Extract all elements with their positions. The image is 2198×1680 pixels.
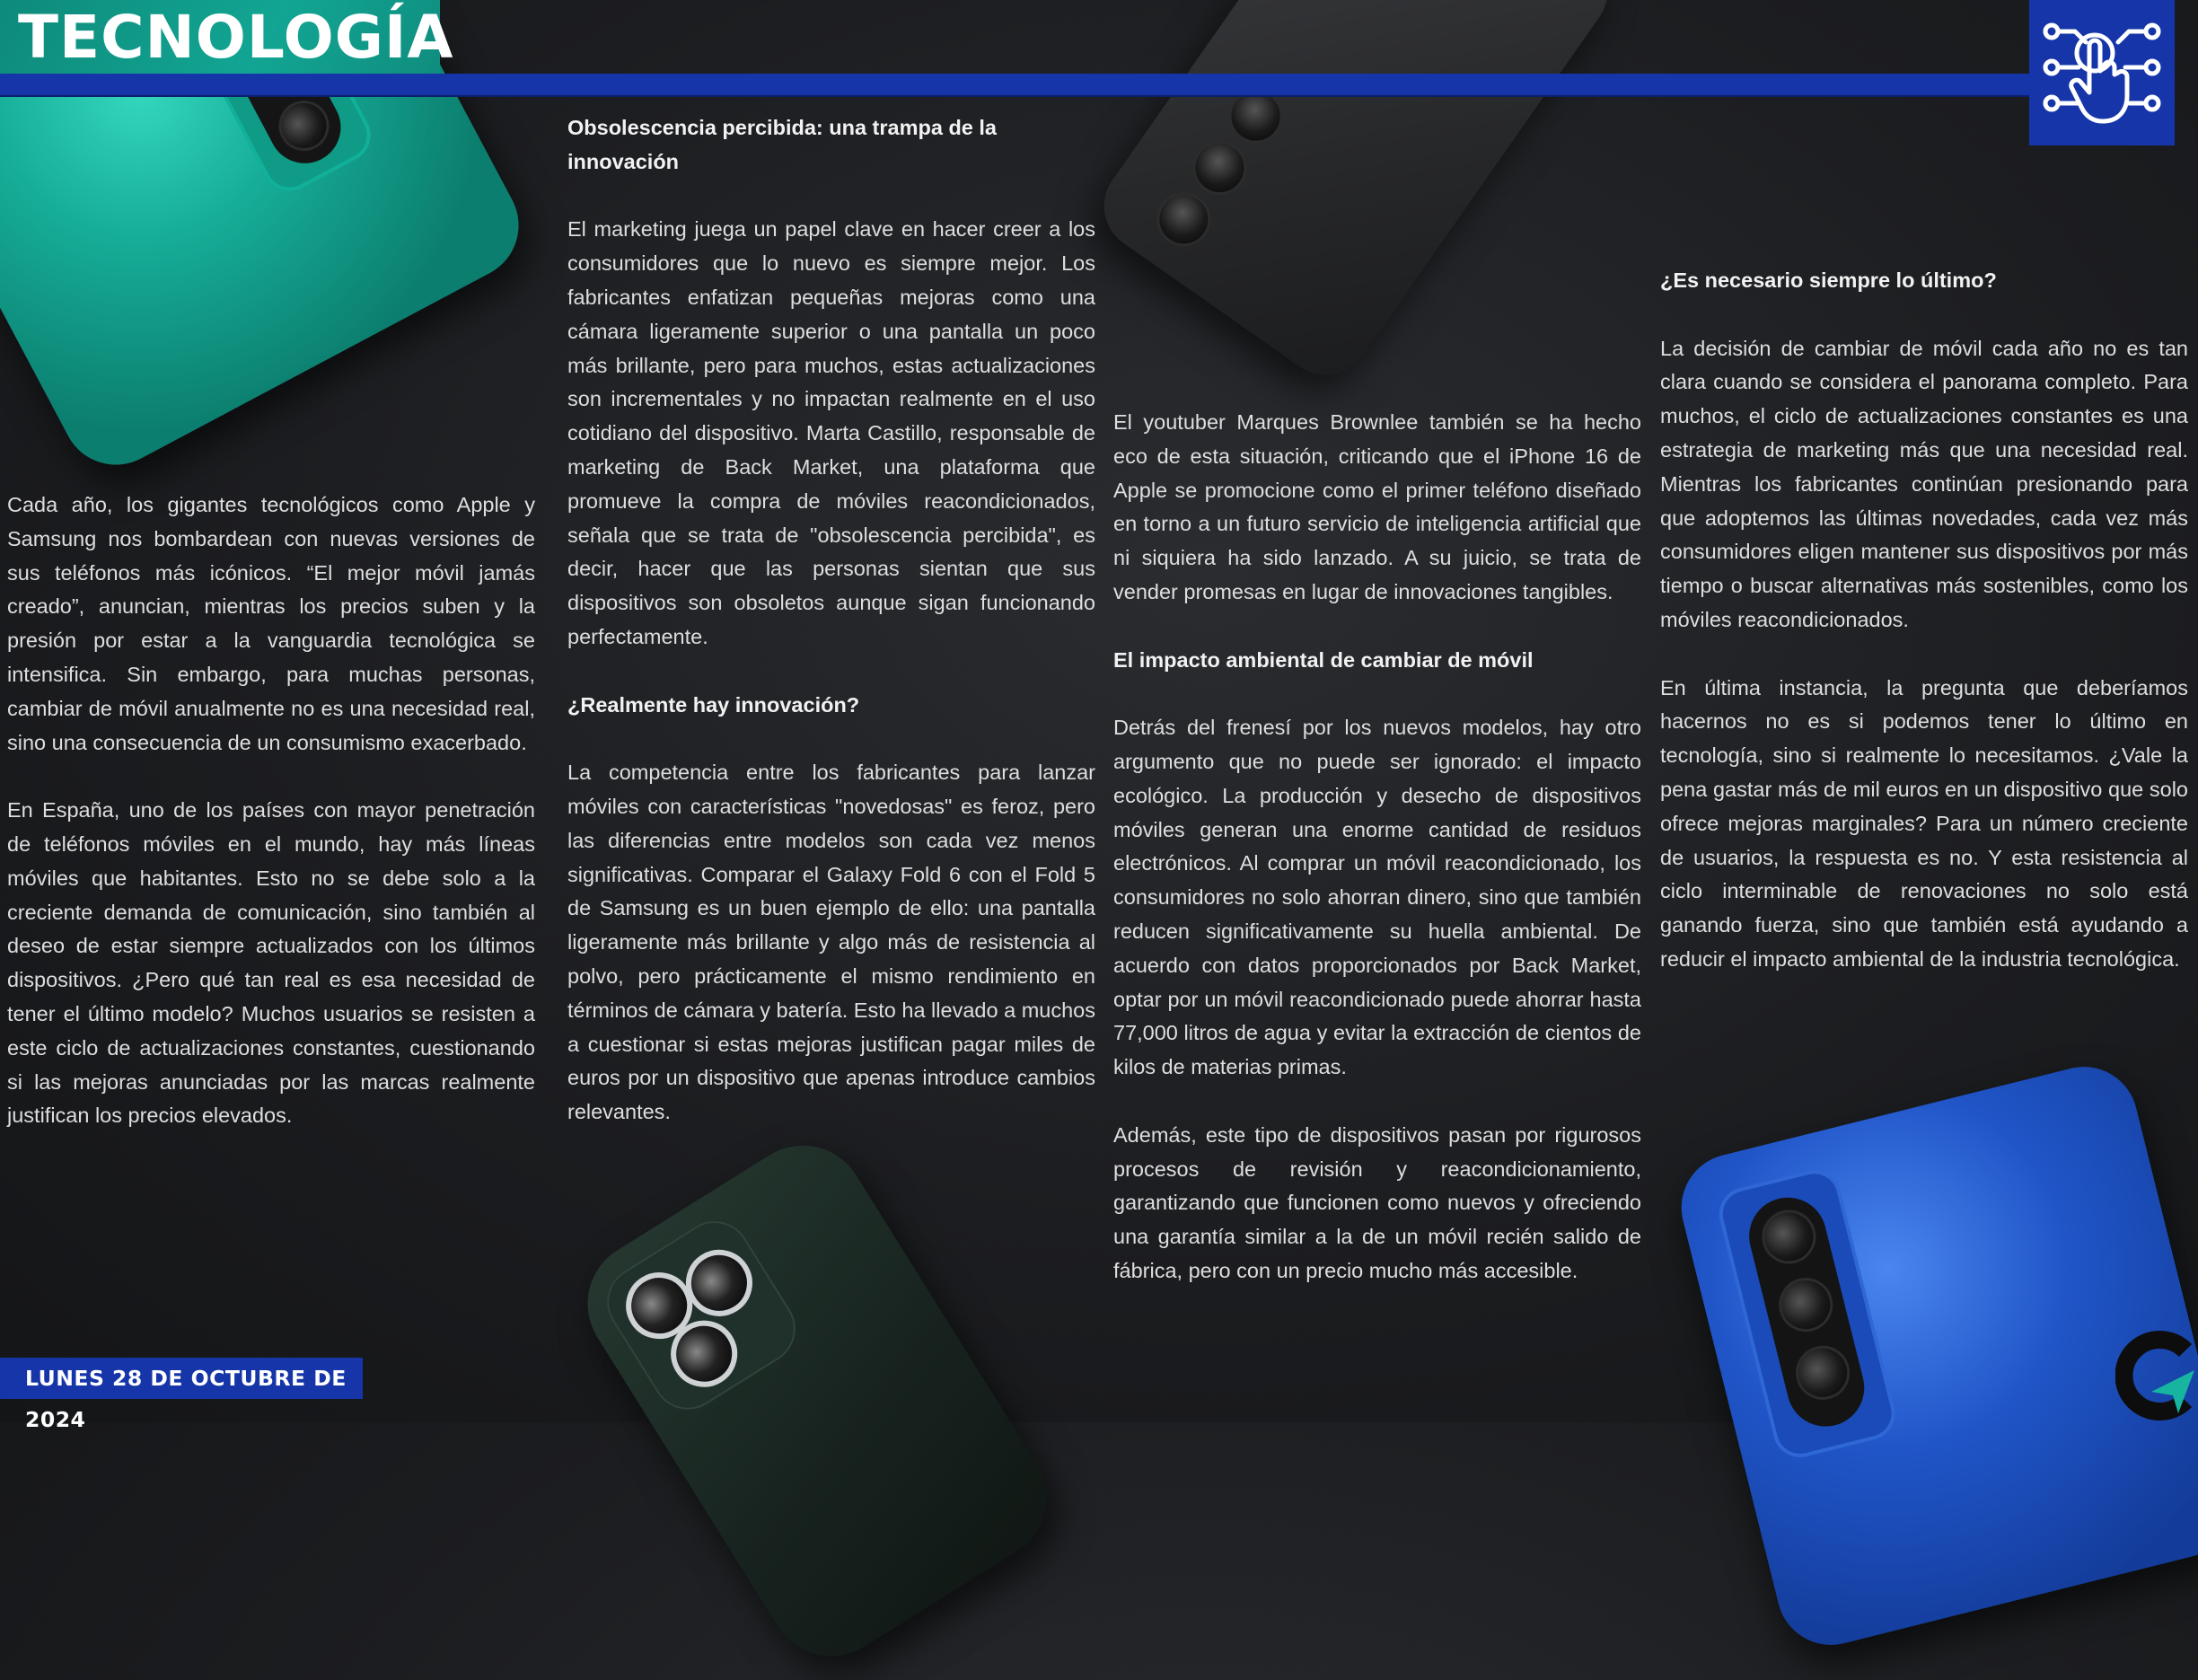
intro-paragraph: Cada año, los gigantes tecnológicos como Apple y Samsung nos bombardean con nuevas versiones de sus teléfonos más icónicos. “El mejor móvil jamás creado”, anuncian, mientras los precios suben y la presión por estar a la vanguardia tecnológica se intensifica. Sin embargo, para muchas personas, cambiar de móvil anualmente no es una necesidad real, sino una consecuencia de un consumismo exacerbado. bbox=[7, 493, 535, 754]
environment-paragraph: Detrás del frenesí por los nuevos modelos, hay otro argumento que no puede ser ignorado: el impacto ecológico. La producción y desecho de dispositivos móviles generan una enorme cantidad de residuos electrónicos. Al comprar un móvil reacondicionado, los consumidores no solo ahorran dinero, sino que también reducen significativamente su huella ambiental. De acuerdo con datos proporcionados por Back Market, optar por un móvil reacondicionado puede ahorrar hasta 77,000 litros de agua y evitar la extracción de cientos de kilos de materias primas. bbox=[1113, 716, 1641, 1079]
article-column-3 bbox=[1113, 406, 1641, 1323]
subheading-environment: El impacto ambiental de cambiar de móvil bbox=[1113, 647, 1534, 672]
subheading-latest: ¿Es necesario siempre lo último? bbox=[1660, 268, 1997, 292]
section-title: TECNOLOGÍA bbox=[18, 3, 454, 72]
subheading-innovation: ¿Realmente hay innovación? bbox=[567, 692, 860, 717]
section-icon-box bbox=[2029, 0, 2175, 145]
dark-phone-image bbox=[1086, 0, 1625, 392]
obsolescence-paragraph: El marketing juega un papel clave en hacer creer a los consumidores que lo nuevo es siempre mejor. Los fabricantes enfatizan pequeñas mejoras como una cámara ligeramente superior o una pantalla un poco más brillante, pero para muchos, estas actualizaciones son incrementales y no impactan realmente en el uso cotidiano del dispositivo. Marta Castillo, responsable de marketing de Back Market, una plataforma que promueve la compra de móviles reacondicionados, señala que se trata de "obsolescencia percibida", es decir, hacer que las personas sientan que sus dispositivos son obsoletos aunque sigan funcionando perfectamente. bbox=[567, 217, 1095, 648]
article-column-2 bbox=[567, 111, 1095, 1164]
iphone-image bbox=[564, 1121, 1070, 1679]
header-bar bbox=[0, 74, 2029, 95]
hand-touch-circuit-icon bbox=[2039, 10, 2165, 136]
date-badge bbox=[0, 1358, 363, 1432]
refurbished-paragraph: Además, este tipo de dispositivos pasan por rigurosos procesos de revisión y reacondicionamiento, garantizando que funcionen como nuevos y ofreciendo una garantía similar a la de un móvil recién salido de fábrica, pero con un precio mucho más accesible. bbox=[1113, 1122, 1641, 1282]
innovation-paragraph: La competencia entre los fabricantes para lanzar móviles con características "novedosas" es feroz, pero las diferencias entre modelos son cada vez menos significativas. Comparar el Galaxy Fold 6 con el Fold 5 de Samsung es un buen ejemplo de ello: una pantalla ligeramente más brillante y algo más de resistencia al polvo, pero prácticamente el mismo rendimiento en términos de cámara y batería. Esto ha llevado a muchos a cuestionar si estas mejoras justifican pagar miles de euros por un dispositivo que apenas introduce cambios relevantes. bbox=[567, 761, 1095, 1124]
decision-paragraph: La decisión de cambiar de móvil cada año no es tan clara cuando se considera el panorama completo. Para muchos, el ciclo de actualizaciones constantes es una estrategia de marketing más que una necesidad real. Mientras los fabricantes continúan presionando para que adoptemos las últimas novedades, cada vez más consumidores eligen mantener sus dispositivos por más tiempo o buscar alternativas más sostenibles, como los móviles reacondicionados. bbox=[1660, 336, 2188, 631]
camera-module bbox=[1713, 1165, 1900, 1463]
spain-paragraph: En España, uno de los países con mayor penetración de teléfonos móviles en el mundo, hay más líneas móviles que habitantes. Esto no se debe solo a la creciente demanda de comunicación, sino también al deseo de estar siempre actualizados con los últimos dispositivos. ¿Pero qué tan real es esa necesidad de tener el último modelo? Muchos usuarios se resisten a este ciclo de actualizaciones constantes, cuestionando si las mejoras anunciadas por las marcas realmente justifican los precios elevados. bbox=[7, 798, 535, 1128]
brownlee-paragraph: El youtuber Marques Brownlee también se ha hecho eco de esta situación, criticando que el iPhone 16 de Apple se promocione como el primer teléfono diseñado en torno a un futuro servicio de inteligencia artificial que ni siquiera ha sido lanzado. A su juicio, se trata de vender promesas en lugar de innovaciones tangibles. bbox=[1113, 410, 1641, 603]
section-tag bbox=[0, 0, 454, 74]
subheading-obsolescence: Obsolescencia percibida: una trampa de la innovación bbox=[567, 116, 997, 173]
camera-module bbox=[593, 1208, 809, 1423]
conclusion-paragraph: En última instancia, la pregunta que deberíamos hacernos no es si podemos tener lo último en tecnología, sino si realmente lo necesitamos. ¿Vale la pena gastar más de mil euros en un dispositivo que solo ofrece mejoras marginales? Para un número creciente de usuarios, la respuesta es no. Y esta resistencia al ciclo interminable de renovaciones no solo está ganando fuerza, sino que también está ayudando a reducir el impacto ambiental de la industria tecnológica. bbox=[1660, 675, 2188, 971]
header-divider bbox=[0, 95, 2029, 97]
publication-date: LUNES 28 DE OCTUBRE DE 2024 bbox=[25, 1366, 347, 1432]
publication-logo-icon bbox=[2115, 1331, 2198, 1421]
article-column-1 bbox=[7, 488, 535, 1167]
article-column-4 bbox=[1660, 264, 2188, 1011]
